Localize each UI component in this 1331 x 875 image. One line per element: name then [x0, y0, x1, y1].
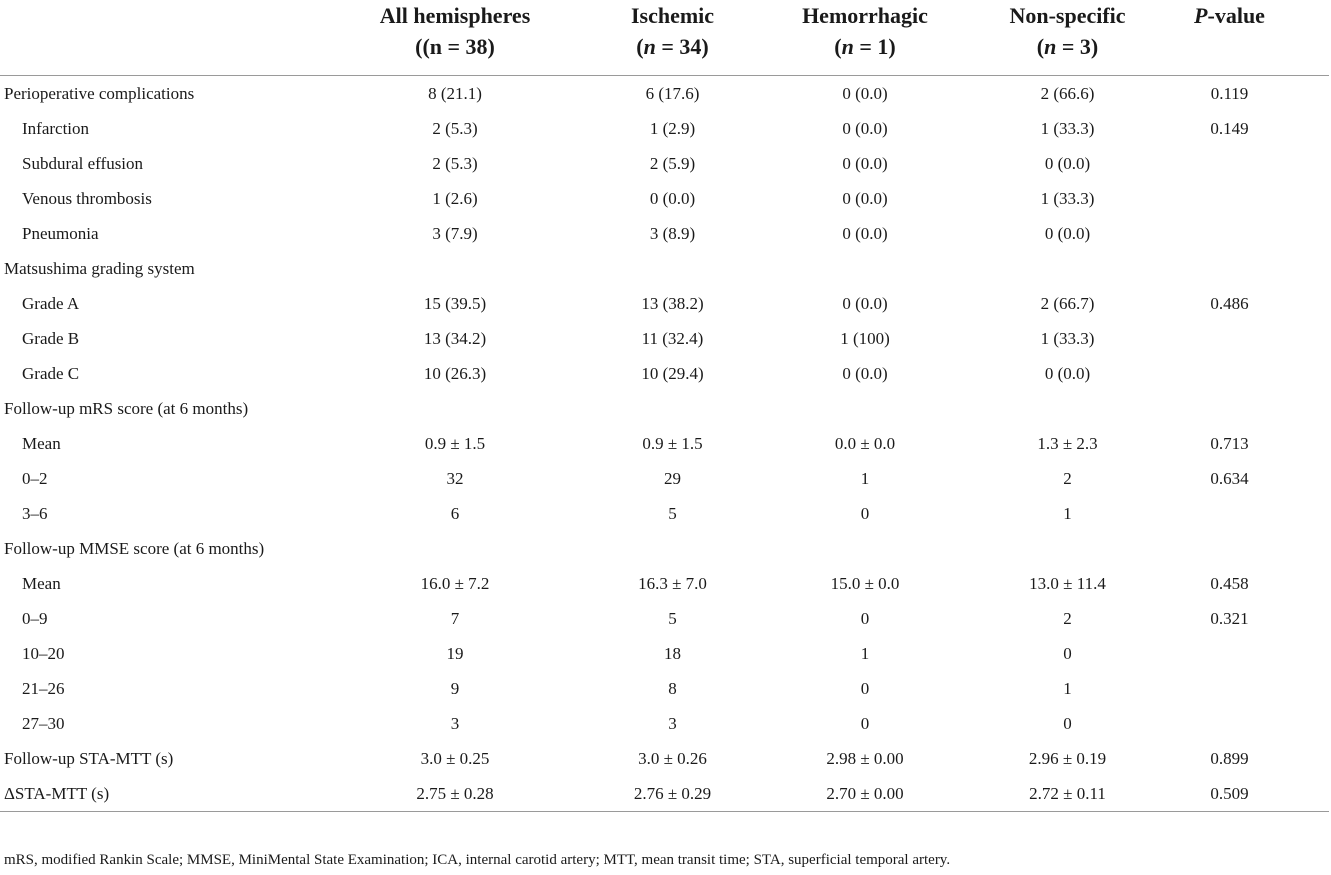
cell-hemorrhagic: 1	[860, 468, 870, 488]
cell-p: 0.149	[1210, 118, 1249, 138]
cell-ischemic: 3 (8.9)	[649, 223, 696, 243]
row-label: Grade A	[22, 293, 80, 313]
cell-hemorrhagic: 1	[860, 643, 870, 663]
row-label: Pneumonia	[22, 223, 99, 243]
cell-p	[1130, 391, 1329, 426]
cell-hemorrhagic: 0 (0.0)	[842, 188, 888, 208]
cell-ischemic: 0 (0.0)	[649, 188, 696, 208]
row-label: Mean	[22, 573, 61, 593]
cell-p	[1130, 321, 1329, 356]
cell-all: 13 (34.2)	[423, 328, 487, 348]
cell-hemorrhagic: 0 (0.0)	[842, 118, 888, 138]
cell-ischemic: 1 (2.9)	[649, 118, 696, 138]
cell-all: 2 (5.3)	[432, 153, 478, 173]
cell-all: 3	[450, 713, 460, 733]
row-label: Perioperative complications	[4, 83, 195, 103]
cell-nonspecific	[1005, 251, 1130, 286]
cell-hemorrhagic: 2.70 ± 0.00	[826, 783, 904, 803]
cell-all: 0.9 ± 1.5	[424, 433, 486, 453]
cell-nonspecific: 2.96 ± 0.19	[1028, 748, 1107, 768]
cell-ischemic: 13 (38.2)	[641, 293, 704, 313]
cell-p: 0.486	[1210, 293, 1249, 313]
row-label: Follow-up mRS score (at 6 months)	[4, 398, 249, 418]
cell-nonspecific: 2 (66.6)	[1040, 83, 1095, 103]
cell-hemorrhagic: 0	[860, 503, 870, 523]
cell-ischemic: 3	[668, 713, 677, 733]
cell-ischemic: 29	[664, 468, 681, 488]
row-label: 21–26	[22, 678, 65, 698]
cell-p: 0.321	[1210, 608, 1249, 628]
row-label: Follow-up MMSE score (at 6 months)	[4, 538, 265, 558]
row-label: Infarction	[22, 118, 90, 138]
cell-all: 6	[450, 503, 460, 523]
cell-nonspecific: 0 (0.0)	[1044, 363, 1091, 383]
table-row	[0, 461, 1329, 496]
cell-nonspecific	[1005, 531, 1130, 566]
row-label: Grade C	[22, 363, 80, 383]
header-hemorrhagic: Hemorrhagic (n = 1)	[802, 3, 928, 59]
cell-hemorrhagic: 0 (0.0)	[842, 83, 888, 103]
cell-hemorrhagic	[725, 391, 1005, 426]
table-row	[0, 76, 1329, 112]
cell-hemorrhagic: 2.98 ± 0.00	[826, 748, 904, 768]
cell-p	[1130, 181, 1329, 216]
table-row	[0, 111, 1329, 146]
row-label: 27–30	[22, 713, 65, 733]
table-row	[0, 776, 1329, 812]
cell-p	[1130, 356, 1329, 391]
header-all-hemispheres: All hemispheres ((n = 38)	[379, 3, 531, 59]
table-row	[0, 426, 1329, 461]
cell-hemorrhagic: 0 (0.0)	[842, 363, 888, 383]
cell-all: 16.0 ± 7.2	[420, 573, 490, 593]
table-row	[0, 531, 1329, 566]
cell-all: 2.75 ± 0.28	[416, 783, 494, 803]
cell-ischemic: 18	[664, 643, 681, 663]
cell-nonspecific: 2 (66.7)	[1040, 293, 1095, 313]
cell-p: 0.458	[1210, 573, 1249, 593]
cell-p	[1130, 216, 1329, 251]
cell-ischemic: 16.3 ± 7.0	[638, 573, 707, 593]
row-label: Follow-up STA-MTT (s)	[4, 748, 174, 768]
cell-all	[290, 391, 620, 426]
cell-hemorrhagic: 0.0 ± 0.0	[834, 433, 896, 453]
cell-p	[1130, 706, 1329, 741]
header-row	[0, 0, 1329, 76]
table-row	[0, 671, 1329, 706]
cell-all	[290, 531, 620, 566]
cell-nonspecific: 0	[1063, 643, 1072, 663]
table-row	[0, 286, 1329, 321]
cell-hemorrhagic: 15.0 ± 0.0	[830, 573, 900, 593]
cell-all: 32	[446, 468, 464, 488]
cell-all	[290, 251, 620, 286]
cell-nonspecific: 2	[1063, 608, 1072, 628]
cell-all: 8 (21.1)	[428, 83, 482, 103]
cell-all: 7	[450, 608, 460, 628]
cell-hemorrhagic: 0	[860, 678, 870, 698]
header-non-specific: Non-specific (n = 3)	[1009, 3, 1126, 59]
cell-nonspecific	[1005, 391, 1130, 426]
table-body	[0, 76, 1329, 812]
cell-p: 0.119	[1210, 83, 1249, 103]
cell-hemorrhagic: 0 (0.0)	[842, 293, 888, 313]
table-row	[0, 601, 1329, 636]
header-ischemic: Ischemic (n = 34)	[630, 3, 715, 59]
table-row	[0, 496, 1329, 531]
cell-nonspecific: 13.0 ± 11.4	[1029, 573, 1106, 593]
cell-nonspecific: 1 (33.3)	[1040, 188, 1095, 208]
cell-ischemic: 0.9 ± 1.5	[642, 433, 703, 453]
cell-all: 9	[450, 678, 460, 698]
table-row	[0, 251, 1329, 286]
row-label: 3–6	[22, 503, 48, 523]
cell-ischemic: 2.76 ± 0.29	[633, 783, 712, 803]
cell-ischemic: 10 (29.4)	[641, 363, 704, 383]
cell-nonspecific: 0 (0.0)	[1044, 223, 1091, 243]
header-p-value: P-value	[1194, 3, 1265, 28]
cell-all: 10 (26.3)	[423, 363, 487, 383]
cell-nonspecific: 1 (33.3)	[1040, 328, 1095, 348]
row-label: Grade B	[22, 328, 80, 348]
cell-hemorrhagic: 0 (0.0)	[842, 153, 888, 173]
cell-nonspecific: 2	[1063, 468, 1072, 488]
cell-p	[1130, 531, 1329, 566]
cell-ischemic: 11 (32.4)	[641, 328, 704, 348]
cell-nonspecific: 0 (0.0)	[1044, 153, 1091, 173]
row-label: 0–2	[22, 468, 48, 488]
cell-ischemic: 3.0 ± 0.26	[638, 748, 707, 768]
cell-hemorrhagic	[725, 251, 1005, 286]
cell-ischemic	[620, 251, 725, 286]
cell-all: 1 (2.6)	[432, 188, 478, 208]
cell-ischemic: 5	[668, 503, 677, 523]
row-label: Venous thrombosis	[22, 188, 152, 208]
table-row	[0, 356, 1329, 391]
cell-hemorrhagic: 0	[860, 713, 870, 733]
table-row	[0, 391, 1329, 426]
cell-p	[1130, 251, 1329, 286]
table-row	[0, 181, 1329, 216]
cell-all: 19	[446, 643, 464, 663]
row-label: 10–20	[22, 643, 65, 663]
cell-ischemic: 2 (5.9)	[649, 153, 696, 173]
cell-ischemic: 8	[668, 678, 677, 698]
table-footnote: mRS, modified Rankin Scale; MMSE, MiniMental State Examination; ICA, internal carotid artery; MTT, mean transit time; STA, superficial temporal artery.	[4, 852, 951, 868]
row-label: 0–9	[22, 608, 48, 628]
row-label: Mean	[22, 433, 61, 453]
cell-all: 3 (7.9)	[432, 223, 478, 243]
cell-nonspecific: 0	[1063, 713, 1072, 733]
cell-p	[1130, 671, 1329, 706]
cell-nonspecific: 1	[1063, 678, 1072, 698]
cell-p: 0.899	[1210, 748, 1249, 768]
table-row	[0, 146, 1329, 181]
cell-p: 0.509	[1210, 783, 1249, 803]
cell-hemorrhagic	[725, 531, 1005, 566]
cell-hemorrhagic: 1 (100)	[840, 328, 890, 348]
row-label: Matsushima grading system	[4, 258, 195, 278]
cell-nonspecific: 2.72 ± 0.11	[1029, 783, 1106, 803]
cell-all: 2 (5.3)	[432, 118, 478, 138]
cell-p: 0.634	[1210, 468, 1249, 488]
table-row	[0, 566, 1329, 601]
table-row	[0, 321, 1329, 356]
header-blank	[0, 0, 290, 76]
cell-p: 0.713	[1210, 433, 1249, 453]
cell-hemorrhagic: 0 (0.0)	[842, 223, 888, 243]
cell-nonspecific: 1.3 ± 2.3	[1037, 433, 1098, 453]
cell-p	[1130, 636, 1329, 671]
table-row	[0, 216, 1329, 251]
table-row	[0, 636, 1329, 671]
cell-ischemic	[620, 531, 725, 566]
cell-ischemic	[620, 391, 725, 426]
cell-p	[1130, 146, 1329, 181]
row-label: Subdural effusion	[22, 153, 144, 173]
cell-ischemic: 5	[668, 608, 677, 628]
table-row	[0, 741, 1329, 776]
row-label: ΔSTA-MTT (s)	[4, 783, 110, 803]
cell-nonspecific: 1 (33.3)	[1040, 118, 1095, 138]
cell-hemorrhagic: 0	[860, 608, 870, 628]
cell-p	[1130, 496, 1329, 531]
table-row	[0, 706, 1329, 741]
cell-ischemic: 6 (17.6)	[645, 83, 700, 103]
cell-all: 15 (39.5)	[423, 293, 487, 313]
cell-all: 3.0 ± 0.25	[420, 748, 490, 768]
cell-nonspecific: 1	[1063, 503, 1072, 523]
